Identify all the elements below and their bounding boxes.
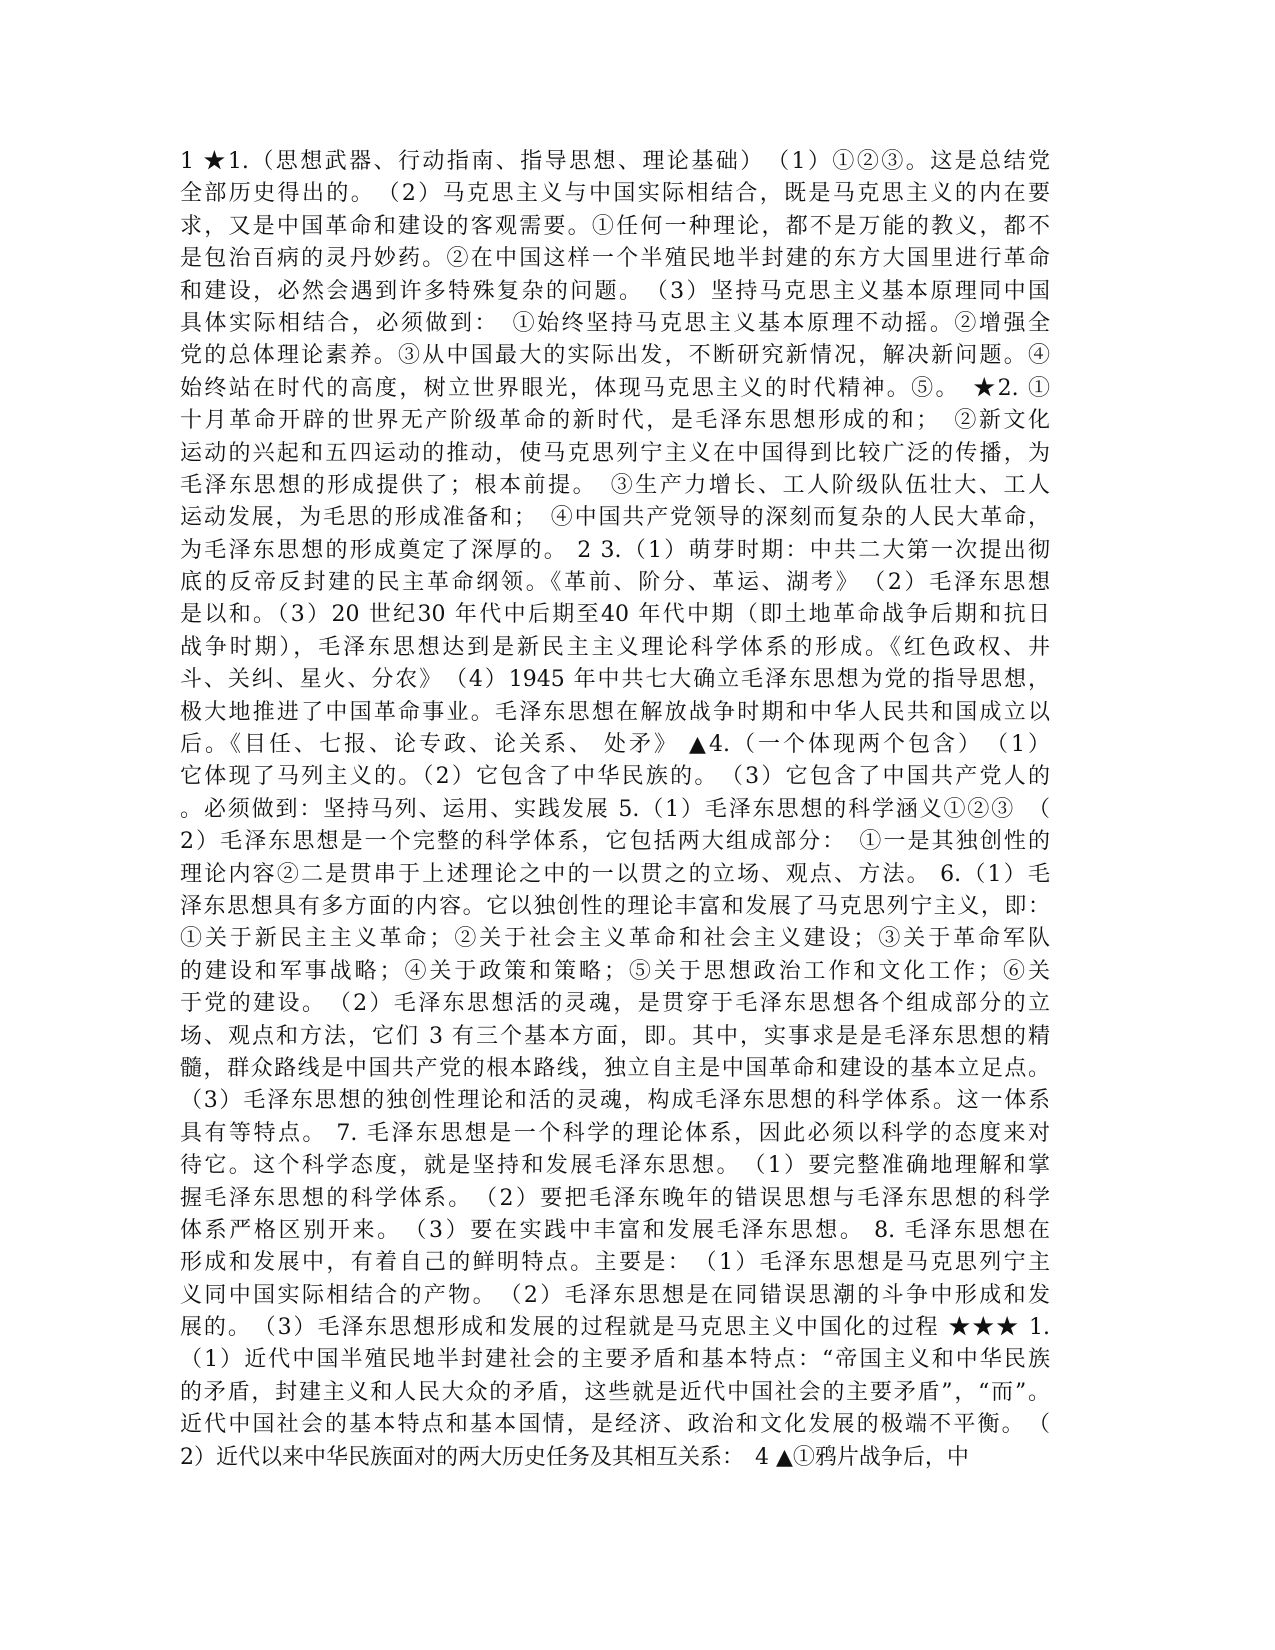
text-line: 后。《目任、七报、论专政、论关系、 处矛》 ▲4.（一个体现两个包含） （1） (180, 732, 1050, 758)
text-line: 的矛盾，封建主义和人民大众的矛盾，这些就是近代中国社会的主要矛盾”，“而”。 (180, 1379, 1050, 1405)
text-line: 是以和。（3）20 世纪30 年代中后期至40 年代中期（即土地革命战争后期和抗日 (180, 602, 1050, 628)
text-line: 和建设，必然会遇到许多特殊复杂的问题。 （3）坚持马克思主义基本原理同中国 (180, 278, 1050, 304)
text-line: 的建设和军事战略；④关于政策和策略；⑤关于思想政治工作和文化工作；⑥关 (180, 958, 1050, 984)
text-line: 。必须做到：坚持马列、运用、实践发展 5.（1）毛泽东思想的科学涵义①②③ （ (180, 796, 1050, 822)
text-line: 理论内容②二是贯串于上述理论之中的一以贯之的立场、观点、方法。 6.（1）毛 (180, 861, 1050, 887)
text-line: （1）近代中国半殖民地半封建社会的主要矛盾和基本特点：“帝国主义和中华民族 (180, 1347, 1050, 1373)
text-line: 战争时期），毛泽东思想达到是新民主主义理论科学体系的形成。《红色政权、井 (180, 634, 1050, 660)
text-line: 近代中国社会的基本特点和基本国情，是经济、政治和文化发展的极端不平衡。 （ (180, 1412, 1050, 1438)
text-line: 是包治百病的灵丹妙药。②在中国这样一个半殖民地半封建的东方大国里进行革命 (180, 246, 1050, 272)
text-line: ①关于新民主主义革命；②关于社会主义革命和社会主义建设；③关于革命军队 (180, 926, 1050, 952)
text-line: 它体现了马列主义的。（2）它包含了中华民族的。 （3）它包含了中国共产党人的 (180, 764, 1050, 790)
text-line: 髓，群众路线是中国共产党的根本路线，独立自主是中国革命和建设的基本立足点。 (180, 1055, 1050, 1081)
text-line: 待它。这个科学态度，就是坚持和发展毛泽东思想。 （1）要完整准确地理解和掌 (180, 1153, 1050, 1179)
text-line: 毛泽东思想的形成提供了；根本前提。 ③生产力增长、工人阶级队伍壮大、工人 (180, 472, 1050, 498)
text-line: 义同中国实际相结合的产物。 （2）毛泽东思想是在同错误思潮的斗争中形成和发 (180, 1282, 1050, 1308)
text-line: 求，又是中国革命和建设的客观需要。①任何一种理论，都不是万能的教义，都不 (180, 213, 1050, 239)
text-line: 党的总体理论素养。③从中国最大的实际出发，不断研究新情况，解决新问题。④ (180, 343, 1050, 369)
text-line: 体系严格区别开来。 （3）要在实践中丰富和发展毛泽东思想。 8. 毛泽东思想在 (180, 1217, 1050, 1243)
text-line: 底的反帝反封建的民主革命纲领。《革前、阶分、革运、湖考》 （2）毛泽东思想 (180, 570, 1050, 596)
text-line: 极大地推进了中国革命事业。毛泽东思想在解放战争时期和中华人民共和国成立以 (180, 699, 1050, 725)
text-line: 1 ★1.（思想武器、行动指南、指导思想、理论基础） （1）①②③。这是总结党 (180, 149, 1050, 174)
text-line: 全部历史得出的。 （2）马克思主义与中国实际相结合，既是马克思主义的内在要 (180, 181, 1050, 207)
text-line: （3）毛泽东思想的独创性理论和活的灵魂，构成毛泽东思想的科学体系。这一体系 (180, 1088, 1050, 1114)
text-line: 展的。 （3）毛泽东思想形成和发展的过程就是马克思主义中国化的过程 ★★★ 1. (180, 1315, 1050, 1341)
text-line: 始终站在时代的高度，树立世界眼光，体现马克思主义的时代精神。⑤。 ★2. ① (180, 375, 1050, 401)
text-line: 具有等特点。 7. 毛泽东思想是一个科学的理论体系，因此必须以科学的态度来对 (180, 1120, 1050, 1146)
text-line: 具体实际相结合，必须做到： ①始终坚持马克思主义基本原理不动摇。②增强全 (180, 310, 1050, 336)
text-line: 握毛泽东思想的科学体系。 （2）要把毛泽东晚年的错误思想与毛泽东思想的科学 (180, 1185, 1050, 1211)
text-line: 运动的兴起和五四运动的推动，使马克思列宁主义在中国得到比较广泛的传播，为 (180, 440, 1050, 466)
text-line: 泽东思想具有多方面的内容。它以独创性的理论丰富和发展了马克思列宁主义，即： (180, 893, 1050, 919)
text-line: 2）毛泽东思想是一个完整的科学体系，它包括两大组成部分： ①一是其独创性的 (180, 829, 1050, 855)
text-line: 2）近代以来中华民族面对的两大历史任务及其相互关系： 4 ▲①鸦片战争后，中 (180, 1444, 969, 1470)
text-line: 于党的建设。 （2）毛泽东思想活的灵魂，是贯穿于毛泽东思想各个组成部分的立 (180, 991, 1050, 1017)
text-line: 为毛泽东思想的形成奠定了深厚的。 2 3.（1）萌芽时期：中共二大第一次提出彻 (180, 537, 1050, 563)
document-body (180, 146, 1050, 1474)
text-line: 运动发展，为毛思的形成准备和； ④中国共产党领导的深刻而复杂的人民大革命， (180, 505, 1050, 531)
text-line: 形成和发展中，有着自己的鲜明特点。主要是： （1）毛泽东思想是马克思列宁主 (180, 1250, 1050, 1276)
text-line: 斗、关纠、星火、分农》 （4）1945 年中共七大确立毛泽东思想为党的指导思想， (180, 667, 1050, 693)
text-line: 场、观点和方法，它们 3 有三个基本方面，即。其中，实事求是是毛泽东思想的精 (180, 1023, 1050, 1049)
text-line: 十月革命开辟的世界无产阶级革命的新时代，是毛泽东思想形成的和； ②新文化 (180, 408, 1050, 434)
